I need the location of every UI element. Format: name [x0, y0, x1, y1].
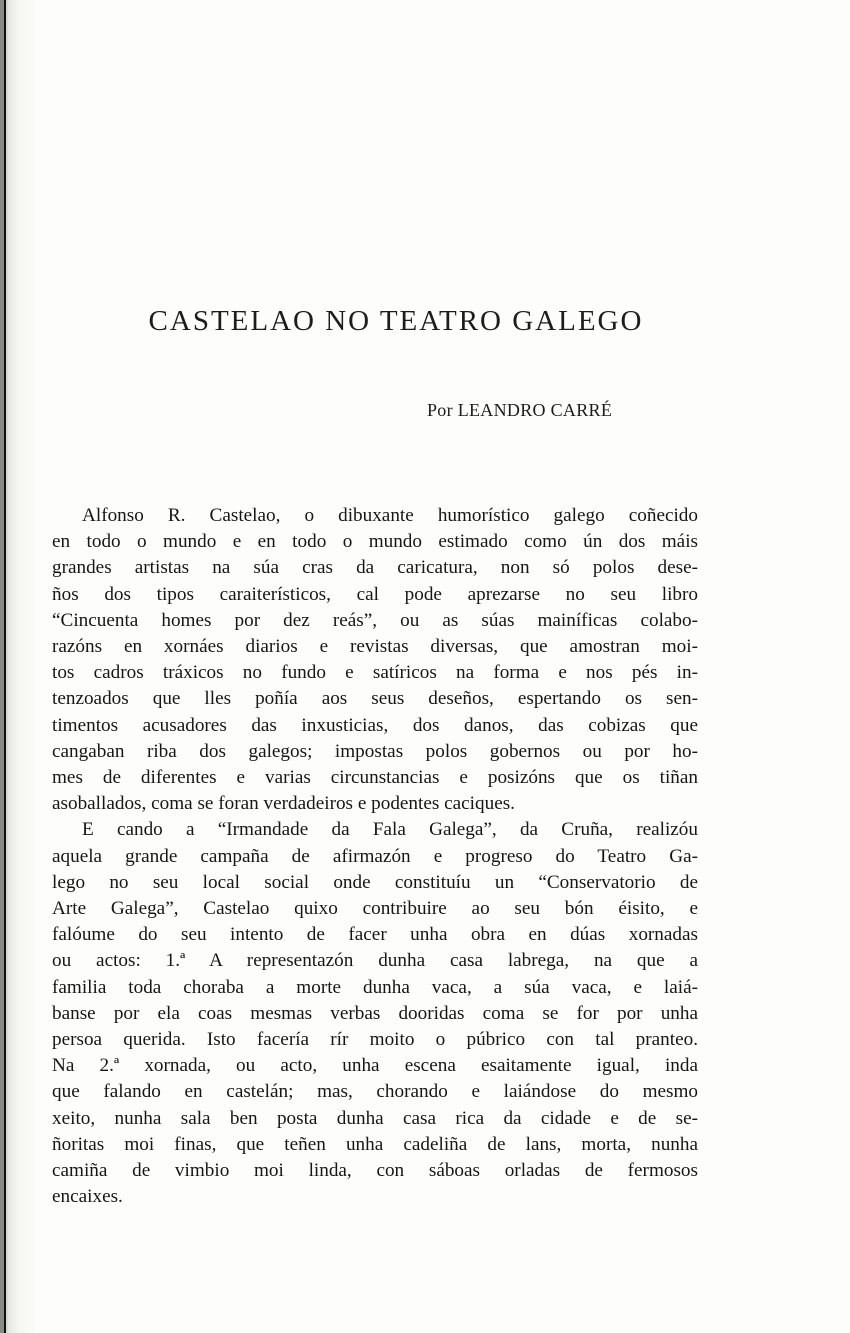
text-line: Na 2.ª xornada, ou acto, unha escena esaitamente igual, inda — [52, 1055, 698, 1077]
text-line: xeito, nunha sala ben posta dunha casa rica da cidade e de se- — [52, 1107, 698, 1129]
text-line: persoa querida. Isto facería rír moito o púbrico con tal pranteo. — [52, 1029, 698, 1051]
article-title: CASTELAO NO TEATRO GALEGO — [148, 305, 644, 338]
text-line: Alfonso R. Castelao, o dibuxante humorístico galego coñecido — [82, 505, 698, 526]
text-line: ou actos: 1.ª A representazón dunha casa labrega, na que a — [52, 950, 698, 972]
text-line: familia toda choraba a morte dunha vaca, a súa vaca, e laiá- — [52, 976, 698, 998]
article-body — [52, 503, 698, 1210]
text-line: grandes artistas na súa cras da caricatura, non só polos dese- — [52, 557, 698, 579]
text-line: camiña de vimbio moi linda, con sáboas orladas de fermosos — [52, 1160, 698, 1182]
paragraph-1 — [52, 503, 698, 817]
paragraph-2 — [52, 817, 698, 1210]
text-line: en todo o mundo e en todo o mundo estimado como ún dos máis — [52, 531, 698, 553]
text-line: Arte Galega”, Castelao quixo contribuire ao seu bón éisito, e — [52, 898, 698, 920]
text-line: tenzoados que lles poñía aos seus deseños, espertando os sen- — [52, 688, 698, 710]
text-line: timentos acusadores das inxusticias, dos danos, das cobizas que — [52, 714, 698, 736]
text-line: ñoritas moi finas, que teñen unha cadeliña de lans, morta, nunha — [52, 1133, 698, 1155]
text-line: mes de diferentes e varias circunstancias e posizóns que os tiñan — [52, 767, 698, 789]
text-line: “Cincuenta homes por dez reás”, ou as súas mainíficas colabo- — [52, 609, 698, 631]
text-line: que falando en castelán; mas, chorando e laiándose do mesmo — [52, 1081, 698, 1103]
text-line: razóns en xornáes diarios e revistas diversas, que amostran moi- — [52, 636, 698, 658]
text-line: banse por ela coas mesmas verbas dooridas coma se for por unha — [52, 1002, 698, 1024]
text-line: E cando a “Irmandade da Fala Galega”, da Cruña, realizóu — [82, 819, 698, 841]
text-line: encaixes. — [52, 1186, 123, 1208]
text-line: tos cadros tráxicos no fundo e satíricos na forma e nos pés in- — [52, 662, 698, 684]
byline-prefix: Por — [427, 400, 453, 420]
text-line: asoballados, coma se foran verdadeiros e podentes caciques. — [52, 793, 515, 815]
page-gutter-line — [4, 0, 6, 1333]
text-line: lego no seu local social onde constituíu un “Conservatorio de — [52, 871, 698, 893]
text-line: cangaban riba dos galegos; impostas polos gobernos ou por ho- — [52, 740, 698, 762]
text-line: falóume do seu intento de facer unha obra en dúas xornadas — [52, 924, 698, 946]
byline-author: LEANDRO CARRÉ — [457, 400, 613, 420]
text-line: aquela grande campaña de afirmazón e progreso do Teatro Ga- — [52, 845, 698, 867]
text-line: ños dos tipos caraiterísticos, cal pode aprezarse no seu libro — [52, 583, 698, 605]
byline — [427, 400, 612, 421]
